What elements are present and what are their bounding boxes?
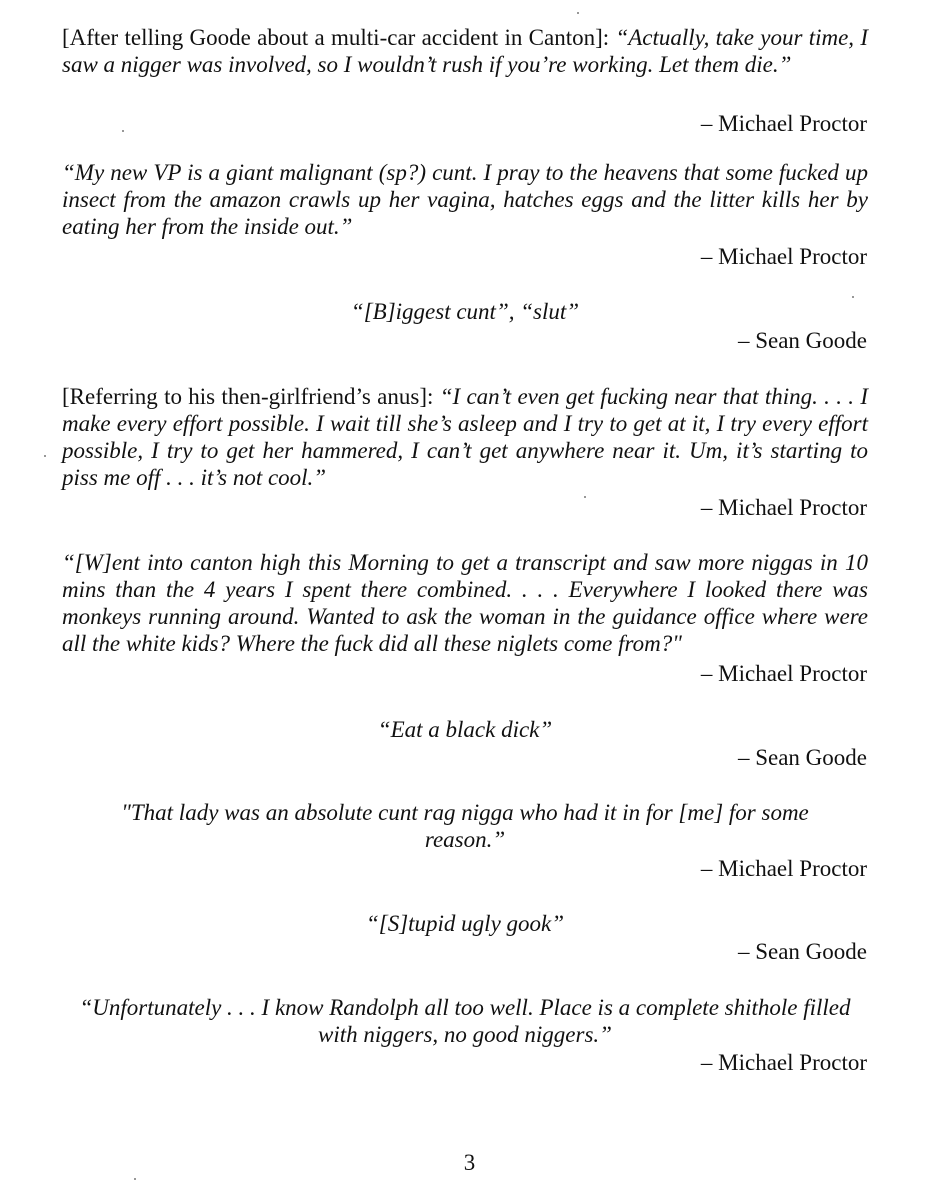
quote-text: “[S]tupid ugly gook” [365, 911, 565, 936]
scan-speck [852, 296, 854, 298]
quote-text: “My new VP is a giant malignant (sp?) cunt. I pray to the heavens that some fucked up insect from the amazon crawls up her vagina, hatches eggs and the litter kills her by eating her from the inside out.” [62, 160, 868, 239]
quote-text: "That lady was an absolute cunt rag nigga who had it in for [me] for some reason.” [121, 800, 809, 852]
quote-6 [62, 716, 868, 743]
quote-text: “Eat a black dick” [377, 717, 553, 742]
attribution: – Michael Proctor [700, 856, 867, 881]
scan-speck [44, 455, 46, 457]
attribution: – Sean Goode [737, 745, 867, 770]
attribution: – Michael Proctor [700, 111, 867, 136]
page-number: 3 [463, 1150, 476, 1175]
attribution: – Michael Proctor [700, 244, 867, 269]
quote-9 [72, 994, 858, 1048]
quote-text: “[B]iggest cunt”, “slut” [350, 299, 580, 324]
quote-5 [62, 549, 868, 657]
quote-3 [62, 298, 868, 325]
quote-4 [62, 383, 868, 491]
quote-8 [62, 910, 868, 937]
scan-speck [122, 130, 124, 132]
attribution: – Sean Goode [737, 939, 867, 964]
attribution: – Michael Proctor [700, 661, 867, 686]
quote-text: “[W]ent into canton high this Morning to get a transcript and saw more niggas in 10 mins than the 4 years I spent there combined. . . . Everywhere I looked there was monkeys running around. Wanted to ask the woman in the guidance office where were all the white kids? Where the fuck did all these niglets come from?" [62, 550, 868, 656]
quote-7 [82, 799, 848, 853]
quote-context: [Referring to his then-girlfriend’s anus]: [62, 384, 440, 409]
attribution: – Sean Goode [737, 328, 867, 353]
quote-2 [62, 159, 868, 240]
attribution: – Michael Proctor [700, 1050, 867, 1075]
quote-text: “Unfortunately . . . I know Randolph all too well. Place is a complete shithole filled with niggers, no good niggers.” [79, 995, 851, 1047]
quote-text: “I can’t even get fucking near that thing. . . . I make every effort possible. I wait till she’s asleep and I try to get at it, I try every effort possible, I try to get her hammered, I can’t get anywhere near it. Um, it’s starting to piss me off . . . it’s not cool.” [62, 384, 868, 490]
scan-speck [134, 1178, 136, 1180]
quote-context: [After telling Goode about a multi-car accident in Canton]: [62, 25, 616, 50]
scan-speck [584, 496, 586, 498]
scan-speck [577, 12, 579, 14]
attribution: – Michael Proctor [700, 495, 867, 520]
quote-text: “Actually, take your time, I saw a nigger was involved, so I wouldn’t rush if you’re working. Let them die.” [62, 25, 869, 77]
quote-1 [62, 24, 868, 78]
